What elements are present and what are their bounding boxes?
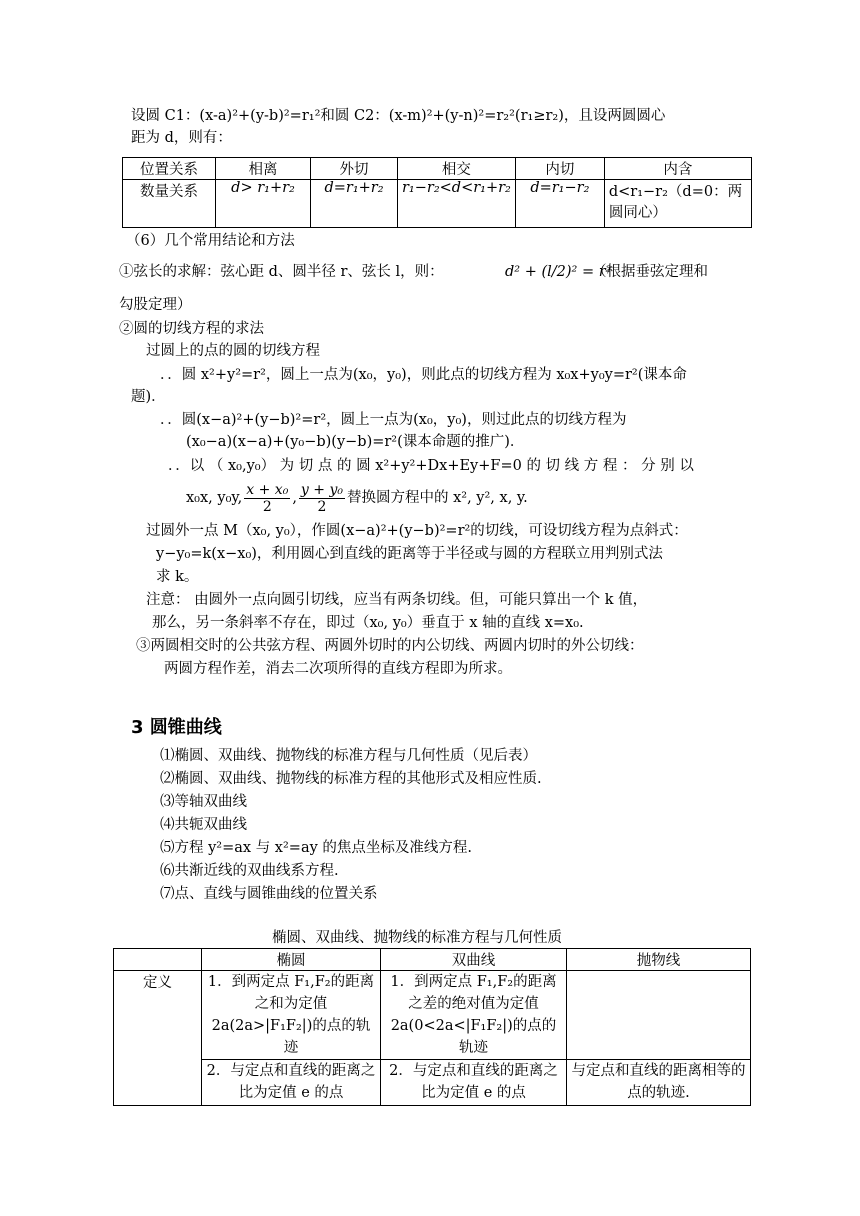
tangent-method-title: ②圆的切线方程的求法 <box>119 321 264 337</box>
fraction-x <box>244 482 290 515</box>
tangent-on-circle-title: 过圆上的点的圆的切线方程 <box>146 343 320 359</box>
relation-value-cell: 数量关系 <box>123 180 216 228</box>
conic-item: ⑶等轴双曲线 <box>160 794 247 810</box>
relation-header-cell: 位置关系 <box>123 158 216 180</box>
tangent-case-3-replacement <box>186 478 528 518</box>
relation-value-cell: d=r₁+r₂ <box>311 180 398 228</box>
fraction-comma: , <box>292 490 297 506</box>
relation-value-cell: d<r₁−r₂（d=0：两圆同心） <box>604 180 751 228</box>
note-line-2: 那么，另一条斜率不存在，即过（x₀, y₀）垂直于 x 轴的直线 x=x₀. <box>152 615 584 631</box>
conic-item: ⑸方程 y²=ax 与 x²=ay 的焦点坐标及准线方程. <box>160 840 472 856</box>
external-tangent-2: y−y₀=k(x−x₀)，利用圆心到直线的距离等于半径或与圆的方程联立用判别式法 <box>156 546 663 562</box>
conic-table <box>113 948 751 1106</box>
conic-header-cell: 抛物线 <box>567 949 751 971</box>
relation-value-cell: d=r₁−r₂ <box>515 180 604 228</box>
conic-item: ⑺点、直线与圆锥曲线的位置关系 <box>160 886 378 902</box>
fraction-x-denominator: 2 <box>262 498 272 515</box>
section3-heading: 3 圆锥曲线 <box>131 717 222 738</box>
relation-header-cell: 内切 <box>515 158 604 180</box>
replacement-tail: 替换圆方程中的 x², y², x, y. <box>346 490 528 506</box>
chord-length-text: ①弦长的求解：弦心距 d、圆半径 r、弦长 l，则： <box>119 264 444 280</box>
conic-header-cell: 双曲线 <box>381 949 567 971</box>
fraction-y-numerator: y + y₀ <box>300 481 343 498</box>
fraction-y-denominator: 2 <box>317 498 327 515</box>
intro-line-2: 距为 d，则有： <box>131 130 232 146</box>
replacement-terms: x₀x, y₀y, <box>186 490 243 506</box>
conic-cell: 1．到两定点 F₁,F₂的距离之和为定值 2a(2a>|F₁F₂|)的点的轨迹 <box>202 971 381 1060</box>
note-line-1: 注意： 由圆外一点向圆引切线，应当有两条切线。但，可能只算出一个 k 值， <box>146 592 648 608</box>
conic-header-cell <box>114 949 202 971</box>
conic-cell: 2．与定点和直线的距离之比为定值 e 的点 <box>381 1060 567 1106</box>
relation-table <box>122 157 752 228</box>
section6-title: （6）几个常用结论和方法 <box>126 233 295 249</box>
relation-header-cell: 相交 <box>398 158 516 180</box>
conic-header-cell: 椭圆 <box>202 949 381 971</box>
tangent-case-1-cont: 题)． <box>131 389 166 405</box>
relation-header-cell: 外切 <box>311 158 398 180</box>
relation-value-cell: d> r₁+r₂ <box>216 180 311 228</box>
tangent-case-2: ．．圆(x−a)²+(y−b)²=r²，圆上一点为(x₀，y₀)，则过此点的切线方程为 <box>160 412 627 428</box>
fraction-y <box>299 482 345 515</box>
conic-cell: 2．与定点和直线的距离之比为定值 e 的点 <box>202 1060 381 1106</box>
chord-length-note-cont: 勾股定理） <box>119 297 192 313</box>
conic-cell: 与定点和直线的距离相等的点的轨迹. <box>567 1060 751 1106</box>
conic-item: ⑹共渐近线的双曲线系方程. <box>160 863 339 879</box>
tangent-case-2-formula: (x₀−a)(x−a)+(y₀−b)(y−b)=r²(课本命题的推广)． <box>186 434 525 450</box>
external-tangent-1: 过圆外一点 M（x₀, y₀），作圆(x−a)²+(y−b)²=r²的切线，可设切线方程为点斜式： <box>146 523 688 539</box>
relation-header-cell: 相离 <box>216 158 311 180</box>
conic-cell: 1．到两定点 F₁,F₂的距离之差的绝对值为定值 2a(0<2a<|F₁F₂|)的点的轨迹 <box>381 971 567 1060</box>
common-chord-title: ③两圆相交时的公共弦方程、两圆外切时的内公切线、两圆内切时的外公切线： <box>136 638 644 654</box>
chord-length-note: （根据垂弦定理和 <box>592 264 708 280</box>
conic-item: ⑴椭圆、双曲线、抛物线的标准方程与几何性质（见后表） <box>160 748 537 764</box>
common-chord-text: 两圆方程作差，消去二次项所得的直线方程即为所求。 <box>164 661 512 677</box>
conic-row-label: 定义 <box>114 971 202 1106</box>
conic-cell <box>567 971 751 1060</box>
intro-line-1: 设圆 C1：(x-a)²+(y-b)²=r₁²和圆 C2：(x-m)²+(y-n)²=r₂²(r₁≥r₂)，且设两圆圆心 <box>131 108 666 124</box>
conic-item: ⑵椭圆、双曲线、抛物线的标准方程的其他形式及相应性质. <box>160 771 542 787</box>
fraction-x-numerator: x + x₀ <box>246 481 289 498</box>
tangent-case-3: ．．以 （ x₀,y₀） 为 切 点 的 圆 x²+y²+Dx+Ey+F=0 的 切 线 方 程 ： 分 别 以 <box>168 458 694 474</box>
chord-length-formula: d² + (l/2)² = r² <box>505 264 612 280</box>
relation-header-cell: 内含 <box>604 158 751 180</box>
external-tangent-3: 求 k。 <box>156 569 199 585</box>
relation-value-cell: r₁−r₂<d<r₁+r₂ <box>398 180 516 228</box>
conic-table-caption: 椭圆、双曲线、抛物线的标准方程与几何性质 <box>272 930 562 946</box>
tangent-case-1: ．．圆 x²+y²=r²，圆上一点为(x₀，y₀)，则此点的切线方程为 x₀x+y₀y=r²(课本命 <box>160 367 687 383</box>
conic-item: ⑷共轭双曲线 <box>160 817 247 833</box>
